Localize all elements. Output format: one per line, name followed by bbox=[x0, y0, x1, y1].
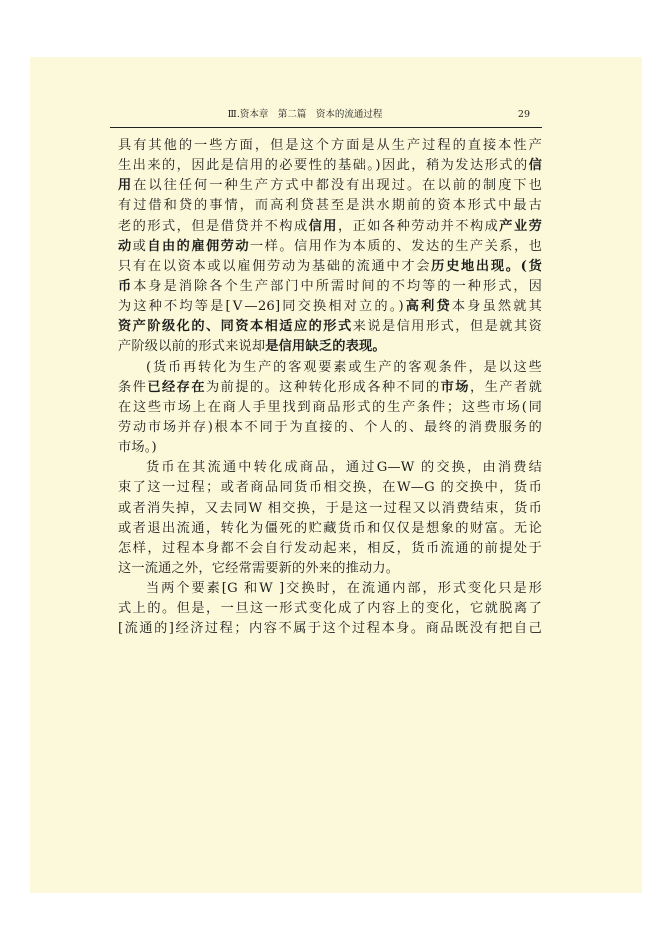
text-segment: 市场。) bbox=[118, 440, 157, 456]
text-line bbox=[118, 478, 542, 498]
text-segment: 一样。信用作为本质的、发达的生产关系，也 bbox=[250, 238, 543, 254]
text-line bbox=[118, 458, 542, 478]
text-segment: 来说是信用形式，但是就其资 bbox=[352, 319, 542, 335]
text-segment: ，生产者就 bbox=[469, 379, 542, 395]
text-line bbox=[118, 237, 542, 257]
text-segment: 或 bbox=[132, 238, 148, 254]
bold-term: 自由的雇佣劳动 bbox=[147, 238, 250, 254]
text-segment: 货币在其流通中转化成商品，通过G—W 的交换，由消费结 bbox=[146, 460, 542, 476]
bold-term: 已经存在 bbox=[147, 379, 206, 395]
text-segment: 本身虽然就其 bbox=[451, 299, 542, 315]
text-segment: 怎样，过程本身都不会自行发动起来，相反，货币流通的前提处于 bbox=[118, 540, 542, 556]
bold-term: 出现。(货 bbox=[475, 258, 542, 274]
text-segment: 劳动市场并存)根本不同于为直接的、个人的、最终的消费服务的 bbox=[118, 419, 542, 435]
bold-term: 动 bbox=[118, 238, 133, 254]
text-line bbox=[118, 358, 542, 378]
text-line bbox=[118, 156, 542, 176]
running-header bbox=[110, 108, 540, 122]
text-segment: 为前提的。这种转化形成各种不同的 bbox=[205, 379, 441, 395]
bold-term: 币 bbox=[118, 278, 134, 294]
text-segment: 在以往任何一种生产方式中都没有出现过。在以前的制度下也 bbox=[133, 178, 542, 194]
text-line bbox=[118, 418, 542, 438]
page-number: 29 bbox=[517, 109, 530, 120]
text-line bbox=[118, 539, 542, 559]
text-line bbox=[118, 438, 542, 458]
bold-term: 信用 bbox=[308, 218, 338, 234]
text-line bbox=[118, 297, 542, 317]
text-line bbox=[118, 337, 542, 357]
text-line bbox=[118, 317, 542, 337]
bold-term: 高利贷 bbox=[403, 299, 452, 315]
text-segment: (货币再转化为生产的客观要素或生产的客观条件，是以这些 bbox=[146, 359, 542, 375]
text-segment: [流通的]经济过程；内容不属于这个过程本身。商品既没有把自己 bbox=[118, 621, 542, 637]
text-line bbox=[118, 176, 542, 196]
text-segment: 束了这一过程；或者商品同货币相交换，在W—G 的交换中，货币 bbox=[118, 480, 542, 496]
text-line bbox=[118, 559, 542, 579]
bold-term: 市场 bbox=[440, 379, 470, 395]
text-segment: 式上的。但是，一旦这一形式变化成了内容上的变化，它就脱离了 bbox=[118, 601, 542, 617]
text-segment: 生出来的，因此是信用的必要性的基础。)因此，稍为发达形式的 bbox=[118, 158, 529, 174]
text-line bbox=[118, 599, 542, 619]
text-segment: 或者退出流通，转化为僵死的贮藏货币和仅仅是想象的财富。无论 bbox=[118, 520, 542, 536]
text-segment: 在这些市场上在商人手里找到商品形式的生产条件；这些市场(同 bbox=[118, 399, 542, 415]
text-line bbox=[118, 398, 542, 418]
body-text bbox=[118, 136, 542, 640]
text-segment: 条件 bbox=[118, 379, 148, 395]
text-segment: 产阶级以前的形式来说却 bbox=[118, 339, 266, 355]
bold-term: 是信用缺乏的表现。 bbox=[265, 339, 386, 355]
text-segment: 这一流通之外，它经常需要新的外来的推动力。 bbox=[118, 560, 400, 576]
text-segment: 当两个要素[G 和W ]交换时，在流通内部，形式变化只是形 bbox=[146, 581, 542, 597]
bold-term: 用 bbox=[118, 178, 134, 194]
bold-term: 资产阶级化的、同资本相适应的形式 bbox=[118, 319, 353, 335]
text-segment: 或者消失掉，又去同W 相交换，于是这一过程又以消费结束，货币 bbox=[118, 500, 542, 516]
text-line bbox=[118, 499, 542, 519]
bold-term: 历史地 bbox=[431, 258, 476, 274]
text-segment: 老的形式，但是借贷并不构成 bbox=[118, 218, 309, 234]
chapter-title: Ⅲ.资本章 第二篇 资本的流通过程 bbox=[227, 109, 383, 120]
text-segment: 为这种不均等是[Ⅴ—26]同交换相对立的。) bbox=[118, 299, 404, 315]
text-line bbox=[118, 378, 542, 398]
text-segment: 具有其他的一些方面，但是这个方面是从生产过程的直接本性产 bbox=[118, 138, 542, 153]
bold-term: 信 bbox=[528, 158, 542, 174]
header-rule bbox=[110, 127, 542, 128]
bold-term: 产业劳 bbox=[499, 218, 542, 234]
text-segment: 有过借和贷的事情，而高利贷甚至是洪水期前的资本形式中最古 bbox=[118, 198, 542, 214]
text-segment: ，正如各种劳动并不构成 bbox=[337, 218, 500, 234]
text-line bbox=[118, 277, 542, 297]
text-line bbox=[118, 519, 542, 539]
text-segment: 本身是消除各个生产部门中所需时间的不均等的一种形式，因 bbox=[133, 278, 542, 294]
text-line bbox=[118, 579, 542, 599]
text-line bbox=[118, 619, 542, 639]
text-line bbox=[118, 257, 542, 277]
text-line bbox=[118, 136, 542, 156]
text-segment: 只有在以资本或以雇佣劳动为基础的流通中才会 bbox=[118, 258, 432, 274]
text-line bbox=[118, 217, 542, 237]
text-line bbox=[118, 196, 542, 216]
